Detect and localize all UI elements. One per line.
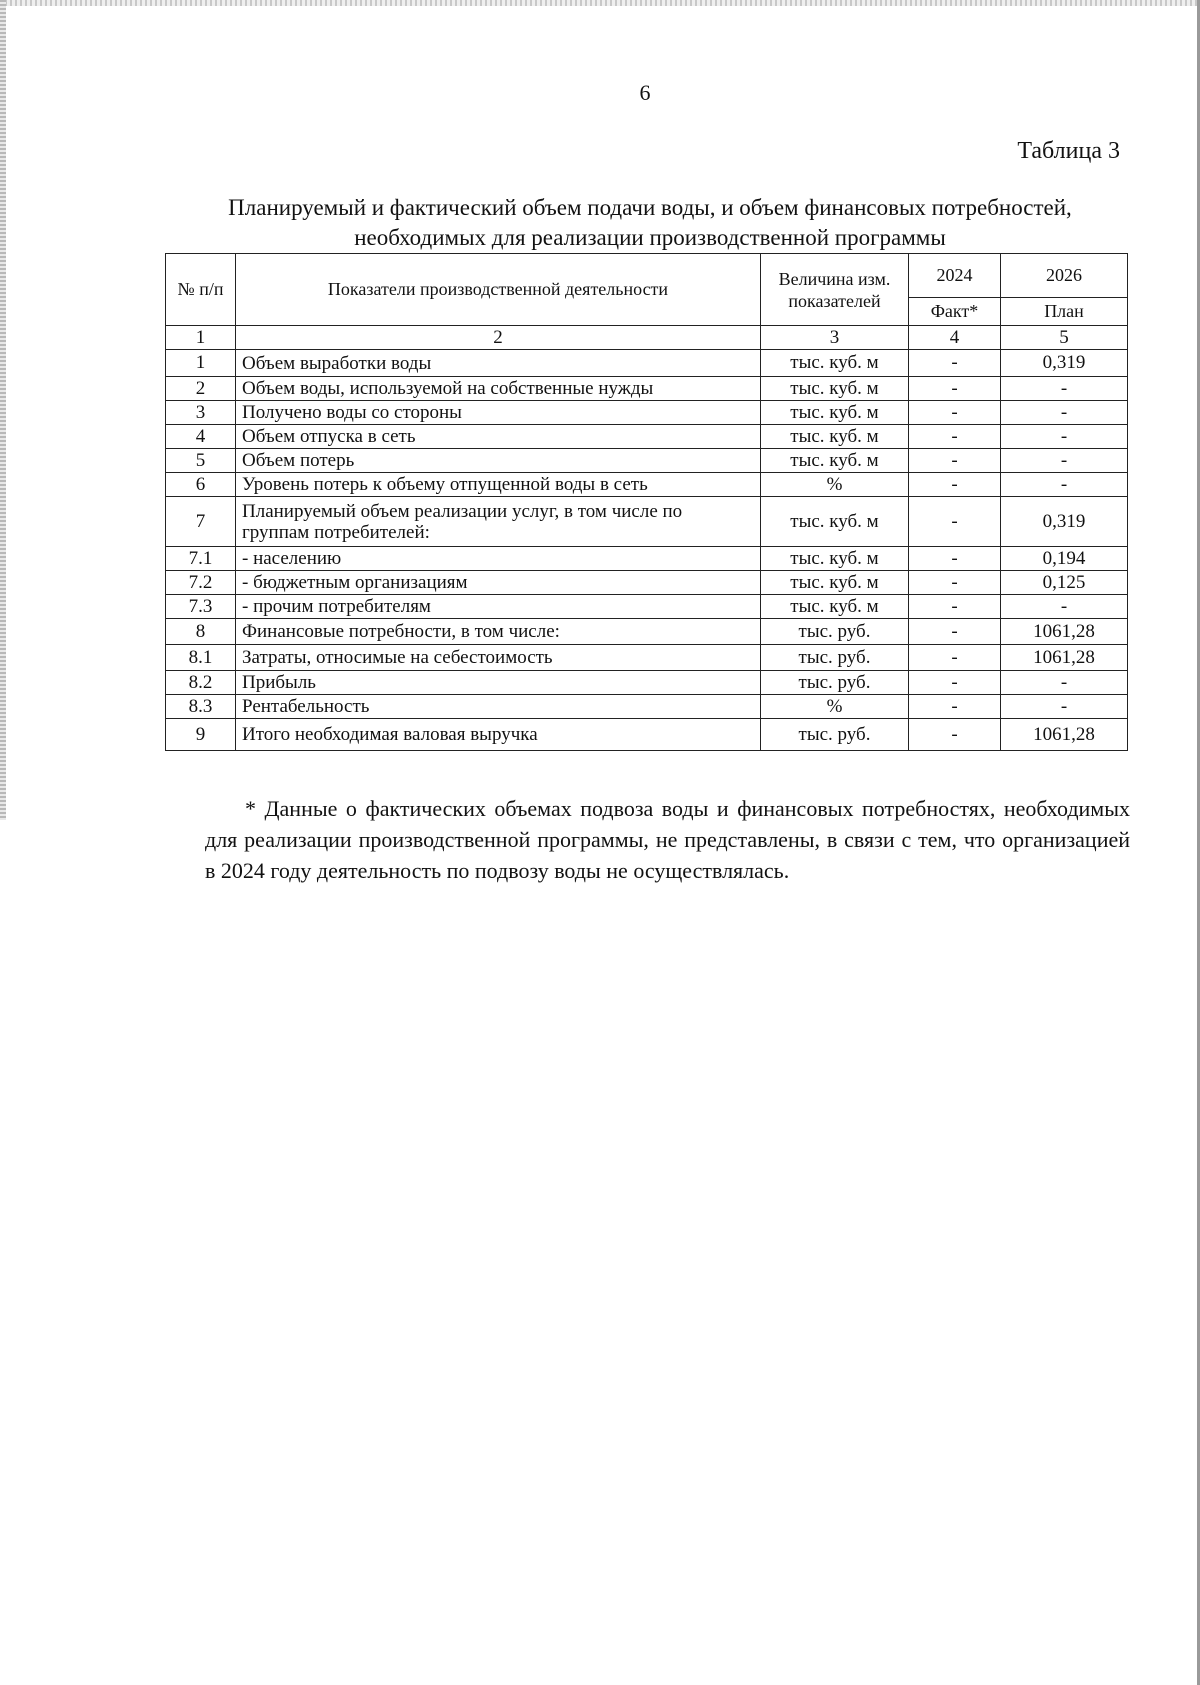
header-fact: Факт* (909, 298, 1001, 326)
row-indicator: Планируемый объем реализации услуг, в том числе по группам потребителей: (236, 497, 761, 547)
row-indicator: Рентабельность (236, 695, 761, 719)
table-row (166, 449, 1128, 473)
header-indicator: Показатели производственной деятельности (236, 254, 761, 326)
row-fact-2024: - (909, 695, 1001, 719)
row-fact-2024: - (909, 377, 1001, 401)
scan-edge-left (0, 0, 6, 820)
row-indicator: Затраты, относимые на себестоимость (236, 645, 761, 671)
table-label: Таблица 3 (1017, 138, 1120, 164)
row-num: 7.1 (166, 547, 236, 571)
row-unit: тыс. куб. м (761, 401, 909, 425)
row-indicator: Получено воды со стороны (236, 401, 761, 425)
row-plan-2026: 0,125 (1001, 571, 1128, 595)
header-year-2026: 2026 (1001, 254, 1128, 298)
row-indicator: Объем потерь (236, 449, 761, 473)
row-plan-2026: - (1001, 377, 1128, 401)
row-unit: тыс. руб. (761, 645, 909, 671)
table-row (166, 547, 1128, 571)
footnote: * Данные о фактических объемах подвоза воды и финансовых потребностях, необходимых для реализации производственной программы, не представлены, в связи с тем, что организацией в 2024 году деятельность по подвозу воды не осуществлялась. (205, 796, 1130, 883)
row-indicator: Объем выработки воды (236, 350, 761, 377)
row-fact-2024: - (909, 645, 1001, 671)
row-unit: тыс. куб. м (761, 350, 909, 377)
table-row (166, 350, 1128, 377)
row-fact-2024: - (909, 497, 1001, 547)
row-num: 8.3 (166, 695, 236, 719)
row-num: 6 (166, 473, 236, 497)
table-row (166, 497, 1128, 547)
row-fact-2024: - (909, 449, 1001, 473)
row-num: 7.2 (166, 571, 236, 595)
row-plan-2026: 0,194 (1001, 547, 1128, 571)
row-indicator: - прочим потребителям (236, 595, 761, 619)
row-num: 5 (166, 449, 236, 473)
table-row (166, 425, 1128, 449)
row-indicator: Итого необходимая валовая выручка (236, 719, 761, 751)
row-unit: % (761, 695, 909, 719)
row-plan-2026: - (1001, 695, 1128, 719)
row-unit: тыс. руб. (761, 719, 909, 751)
row-indicator: - населению (236, 547, 761, 571)
row-num: 1 (166, 350, 236, 377)
column-number-row (166, 326, 1128, 350)
row-unit: тыс. куб. м (761, 595, 909, 619)
row-plan-2026: 0,319 (1001, 497, 1128, 547)
row-unit: тыс. руб. (761, 619, 909, 645)
header-num: № п/п (166, 254, 236, 326)
col-number: 2 (236, 326, 761, 350)
page-number: 6 (639, 80, 651, 105)
header-row-1 (166, 254, 1128, 298)
row-plan-2026: 1061,28 (1001, 719, 1128, 751)
row-num: 7 (166, 497, 236, 547)
row-plan-2026: 0,319 (1001, 350, 1128, 377)
row-num: 8.1 (166, 645, 236, 671)
row-num: 7.3 (166, 595, 236, 619)
row-fact-2024: - (909, 619, 1001, 645)
row-plan-2026: 1061,28 (1001, 645, 1128, 671)
row-unit: тыс. руб. (761, 671, 909, 695)
table-row (166, 695, 1128, 719)
col-number: 5 (1001, 326, 1128, 350)
col-number: 3 (761, 326, 909, 350)
table-title: Планируемый и фактический объем подачи воды, и объем финансовых потребностей, необходимых для реализации производственной программы (228, 195, 1072, 250)
production-table (165, 253, 1128, 751)
row-num: 2 (166, 377, 236, 401)
header-year-2024: 2024 (909, 254, 1001, 298)
row-indicator: - бюджетным организациям (236, 571, 761, 595)
row-unit: тыс. куб. м (761, 425, 909, 449)
row-num: 3 (166, 401, 236, 425)
table-row (166, 619, 1128, 645)
table-row (166, 595, 1128, 619)
col-number: 1 (166, 326, 236, 350)
table-row (166, 401, 1128, 425)
row-fact-2024: - (909, 401, 1001, 425)
row-indicator: Финансовые потребности, в том числе: (236, 619, 761, 645)
row-fact-2024: - (909, 473, 1001, 497)
row-fact-2024: - (909, 719, 1001, 751)
table-row (166, 719, 1128, 751)
row-unit: тыс. куб. м (761, 571, 909, 595)
scan-edge-top (0, 0, 1200, 6)
row-num: 9 (166, 719, 236, 751)
row-plan-2026: - (1001, 449, 1128, 473)
row-plan-2026: - (1001, 401, 1128, 425)
row-plan-2026: - (1001, 671, 1128, 695)
table-row (166, 377, 1128, 401)
row-indicator: Объем отпуска в сеть (236, 425, 761, 449)
row-indicator: Прибыль (236, 671, 761, 695)
row-plan-2026: - (1001, 595, 1128, 619)
header-plan: План (1001, 298, 1128, 326)
row-unit: тыс. куб. м (761, 377, 909, 401)
row-plan-2026: 1061,28 (1001, 619, 1128, 645)
row-unit: тыс. куб. м (761, 547, 909, 571)
table-row (166, 571, 1128, 595)
row-unit: % (761, 473, 909, 497)
row-indicator: Уровень потерь к объему отпущенной воды в сеть (236, 473, 761, 497)
table-body (166, 254, 1128, 751)
row-fact-2024: - (909, 671, 1001, 695)
row-unit: тыс. куб. м (761, 497, 909, 547)
row-indicator: Объем воды, используемой на собственные нужды (236, 377, 761, 401)
row-fact-2024: - (909, 571, 1001, 595)
row-num: 8 (166, 619, 236, 645)
row-fact-2024: - (909, 595, 1001, 619)
row-fact-2024: - (909, 350, 1001, 377)
table-row (166, 671, 1128, 695)
row-plan-2026: - (1001, 473, 1128, 497)
col-number: 4 (909, 326, 1001, 350)
header-unit: Величина изм. показателей (761, 254, 909, 326)
row-num: 8.2 (166, 671, 236, 695)
row-fact-2024: - (909, 547, 1001, 571)
table-row (166, 645, 1128, 671)
row-plan-2026: - (1001, 425, 1128, 449)
table-row (166, 473, 1128, 497)
row-num: 4 (166, 425, 236, 449)
row-fact-2024: - (909, 425, 1001, 449)
row-unit: тыс. куб. м (761, 449, 909, 473)
